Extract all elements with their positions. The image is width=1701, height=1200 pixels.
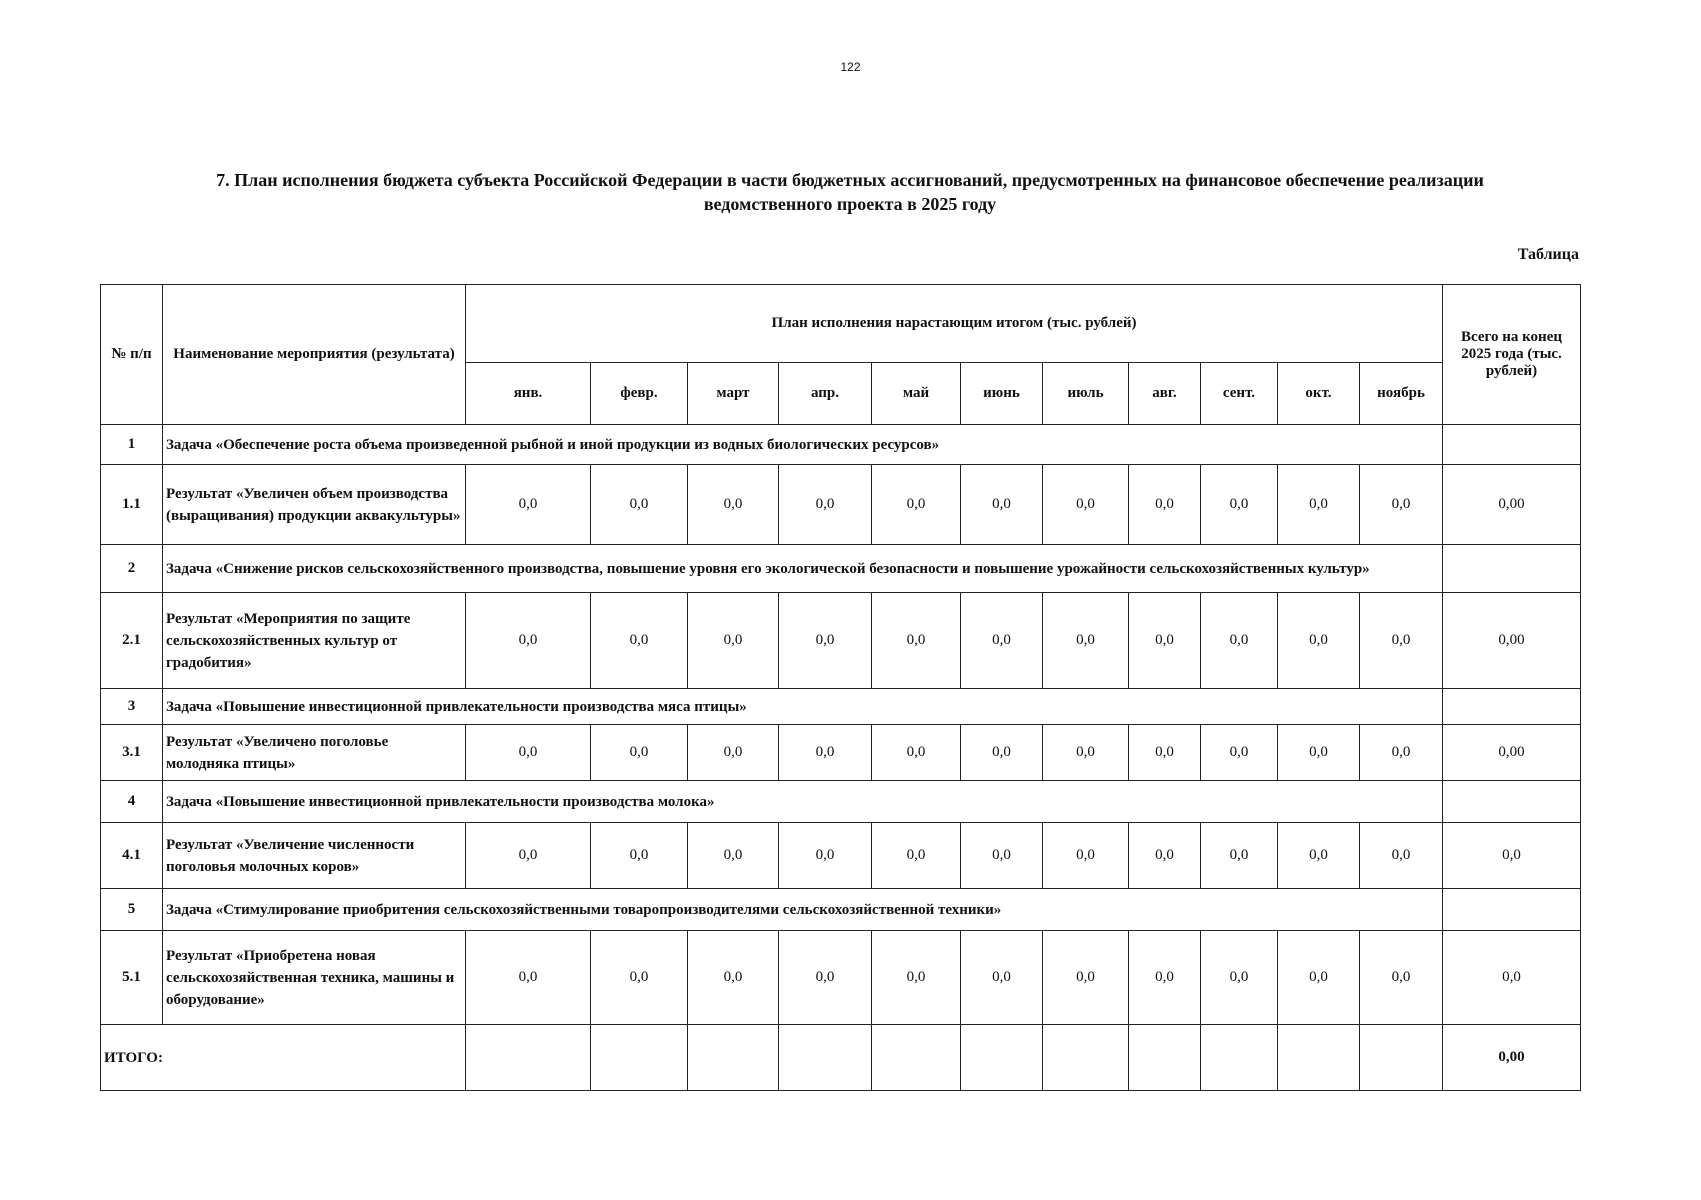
empty-total-cell (1443, 689, 1581, 725)
header-month: март (688, 363, 779, 425)
month-value: 0,0 (591, 465, 688, 545)
task-row (101, 689, 1581, 725)
month-value: 0,0 (961, 465, 1043, 545)
month-value: 0,0 (591, 725, 688, 781)
month-value: 0,0 (872, 823, 961, 889)
empty-total-cell (1443, 425, 1581, 465)
title-line-1: 7. План исполнения бюджета субъекта Российской Федерации в части бюджетных ассигнований, предусмотренных на финансовое обеспечение реализации (216, 170, 1484, 190)
header-plan: План исполнения нарастающим итогом (тыс. рублей) (466, 285, 1443, 363)
result-row (101, 593, 1581, 689)
row-number: 5 (101, 889, 163, 931)
task-text: Задача «Стимулирование приобритения сельскохозяйственными товаропроизводителями сельскохозяйственной техники» (163, 889, 1443, 931)
month-value: 0,0 (1278, 593, 1360, 689)
task-row (101, 781, 1581, 823)
month-value: 0,0 (1201, 931, 1278, 1025)
empty-month-cell (1043, 1025, 1129, 1091)
month-value: 0,0 (1201, 465, 1278, 545)
empty-month-cell (688, 1025, 779, 1091)
empty-month-cell (466, 1025, 591, 1091)
month-value: 0,0 (1360, 931, 1443, 1025)
result-name: Результат «Увеличен объем производства (выращивания) продукции аквакультуры» (163, 465, 466, 545)
row-total: 0,0 (1443, 931, 1581, 1025)
month-value: 0,0 (466, 465, 591, 545)
row-number: 5.1 (101, 931, 163, 1025)
row-number: 2.1 (101, 593, 163, 689)
budget-plan-table (100, 284, 1581, 1091)
month-value: 0,0 (1129, 725, 1201, 781)
month-value: 0,0 (872, 465, 961, 545)
result-name: Результат «Приобретена новая сельскохозяйственная техника, машины и оборудование» (163, 931, 466, 1025)
month-value: 0,0 (466, 931, 591, 1025)
month-value: 0,0 (779, 931, 872, 1025)
month-value: 0,0 (1043, 465, 1129, 545)
month-value: 0,0 (1129, 823, 1201, 889)
title-line-2: ведомственного проекта в 2025 году (703, 194, 997, 214)
task-text: Задача «Снижение рисков сельскохозяйственного производства, повышение уровня его экологической безопасности и повышение урожайности сельскохозяйственных культур» (163, 545, 1443, 593)
header-month: июнь (961, 363, 1043, 425)
header-month: авг. (1129, 363, 1201, 425)
empty-total-cell (1443, 781, 1581, 823)
month-value: 0,0 (688, 931, 779, 1025)
empty-month-cell (1201, 1025, 1278, 1091)
month-value: 0,0 (1201, 593, 1278, 689)
row-number: 4 (101, 781, 163, 823)
month-value: 0,0 (1043, 593, 1129, 689)
month-value: 0,0 (1360, 725, 1443, 781)
result-row (101, 823, 1581, 889)
empty-month-cell (1129, 1025, 1201, 1091)
result-row (101, 465, 1581, 545)
result-name: Результат «Увеличение численности поголовья молочных коров» (163, 823, 466, 889)
month-value: 0,0 (961, 823, 1043, 889)
month-value: 0,0 (961, 931, 1043, 1025)
task-text: Задача «Повышение инвестиционной привлекательности производства мяса птицы» (163, 689, 1443, 725)
header-month: февр. (591, 363, 688, 425)
header-total: Всего на конец 2025 года (тыс. рублей) (1443, 285, 1581, 425)
month-value: 0,0 (1360, 593, 1443, 689)
task-row (101, 545, 1581, 593)
month-value: 0,0 (779, 823, 872, 889)
empty-month-cell (779, 1025, 872, 1091)
grand-total-label: ИТОГО: (101, 1025, 466, 1091)
result-row (101, 931, 1581, 1025)
month-value: 0,0 (779, 593, 872, 689)
month-value: 0,0 (466, 725, 591, 781)
row-number: 1 (101, 425, 163, 465)
month-value: 0,0 (1201, 823, 1278, 889)
empty-month-cell (591, 1025, 688, 1091)
month-value: 0,0 (1129, 465, 1201, 545)
header-row (101, 285, 1581, 363)
month-value: 0,0 (779, 465, 872, 545)
month-value: 0,0 (872, 931, 961, 1025)
month-value: 0,0 (688, 823, 779, 889)
header-month: янв. (466, 363, 591, 425)
row-total: 0,00 (1443, 593, 1581, 689)
month-value: 0,0 (1278, 465, 1360, 545)
empty-month-cell (961, 1025, 1043, 1091)
header-month: ноябрь (1360, 363, 1443, 425)
row-number: 3 (101, 689, 163, 725)
empty-month-cell (872, 1025, 961, 1091)
month-value: 0,0 (961, 593, 1043, 689)
header-month: май (872, 363, 961, 425)
table-label: Таблица (1517, 246, 1579, 263)
header-month: июль (1043, 363, 1129, 425)
month-value: 0,0 (466, 593, 591, 689)
page-number: 122 (840, 60, 861, 74)
month-value: 0,0 (872, 593, 961, 689)
month-value: 0,0 (872, 725, 961, 781)
month-value: 0,0 (1043, 823, 1129, 889)
row-number: 3.1 (101, 725, 163, 781)
result-row (101, 725, 1581, 781)
month-value: 0,0 (1129, 593, 1201, 689)
document-title (100, 168, 1600, 216)
month-value: 0,0 (1360, 465, 1443, 545)
month-value: 0,0 (961, 725, 1043, 781)
row-number: 1.1 (101, 465, 163, 545)
month-value: 0,0 (1360, 823, 1443, 889)
header-month: сент. (1201, 363, 1278, 425)
month-value: 0,0 (779, 725, 872, 781)
month-value: 0,0 (466, 823, 591, 889)
empty-month-cell (1360, 1025, 1443, 1091)
month-value: 0,0 (1201, 725, 1278, 781)
row-total: 0,00 (1443, 465, 1581, 545)
row-number: 2 (101, 545, 163, 593)
grand-total-row (101, 1025, 1581, 1091)
task-text: Задача «Повышение инвестиционной привлекательности производства молока» (163, 781, 1443, 823)
month-value: 0,0 (591, 823, 688, 889)
header-month: окт. (1278, 363, 1360, 425)
grand-total-value: 0,00 (1443, 1025, 1581, 1091)
month-value: 0,0 (688, 725, 779, 781)
empty-total-cell (1443, 545, 1581, 593)
month-value: 0,0 (688, 465, 779, 545)
row-total: 0,00 (1443, 725, 1581, 781)
result-name: Результат «Мероприятия по защите сельскохозяйственных культур от градобития» (163, 593, 466, 689)
header-name: Наименование мероприятия (результата) (163, 285, 466, 425)
month-value: 0,0 (1043, 725, 1129, 781)
row-total: 0,0 (1443, 823, 1581, 889)
month-value: 0,0 (1278, 725, 1360, 781)
row-number: 4.1 (101, 823, 163, 889)
month-value: 0,0 (1043, 931, 1129, 1025)
task-row (101, 425, 1581, 465)
task-text: Задача «Обеспечение роста объема произведенной рыбной и иной продукции из водных биологических ресурсов» (163, 425, 1443, 465)
month-value: 0,0 (1278, 931, 1360, 1025)
header-num: № п/п (101, 285, 163, 425)
header-month: апр. (779, 363, 872, 425)
month-value: 0,0 (1278, 823, 1360, 889)
month-value: 0,0 (591, 593, 688, 689)
empty-month-cell (1278, 1025, 1360, 1091)
month-value: 0,0 (688, 593, 779, 689)
month-value: 0,0 (591, 931, 688, 1025)
month-value: 0,0 (1129, 931, 1201, 1025)
task-row (101, 889, 1581, 931)
result-name: Результат «Увеличено поголовье молодняка птицы» (163, 725, 466, 781)
empty-total-cell (1443, 889, 1581, 931)
